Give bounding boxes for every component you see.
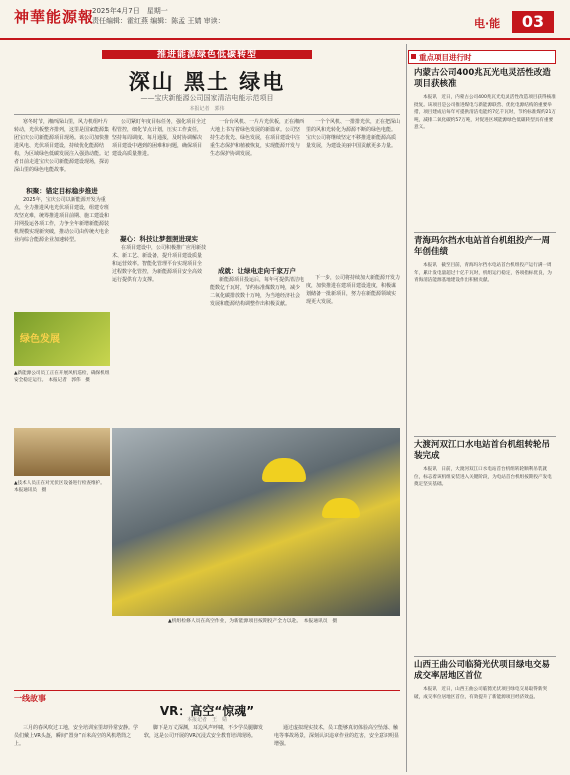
right-text-2: 本报讯 截至目前，青海玛尔挡水电站首台机组投产运行满一周年，累计发电量超过十亿千瓦时，机组运行稳定，各项指标优良，为青海清洁能源基地建设作出积极贡献。 [414, 263, 552, 283]
photo-caption-left: ▲新能源公司员工正在开展风机巡检，确保机组安全稳定运行。 本报记者 郭伟 摄 [14, 371, 110, 383]
right-headline-1: 内蒙古公司400兆瓦光电灵活性改造项目获核准 [414, 68, 551, 89]
page-header [0, 0, 570, 40]
bottom-column-3: 通过虚拟现实技术，员工能够真切体验高空坠落、触电等事故场景，深刻认识违章作业的危害，安全意识明显增强。 [274, 725, 400, 747]
article-column-4b: 下一步，公司将持续加大新能源开发力度，加快推进在建项目建设进度，积极谋划储备一批新项目，努力在新能源领域实现更大发展。 [306, 275, 400, 305]
main-byline: 本报记者 郭伟 [189, 106, 225, 112]
article-column-1b: 2025年，宝庆公司以新能源开发为重点，全力推进风电光伏项目建设，组建专班攻坚克难，统筹推进项目前期、施工建设和并网投运各项工作，力争全年新增新能源装机规模实现新突破，推动公司由传统火电企业向综合能源企业加速转型。 [14, 197, 110, 243]
right-headline-2: 青海玛尔挡水电站首台机组投产一周年创佳绩 [414, 236, 551, 257]
bottom-rule [14, 690, 400, 691]
solar-inspection-photo [14, 428, 110, 476]
divider [414, 656, 556, 657]
section-heading-3: 成就：让绿电走向千家万户 [218, 267, 296, 275]
article-column-1: 寒冬时节，湘西深山里，风力机组叶片转动，光伏板整齐排列，这里是国家能源集团宝庆公司新能源项目现场。该公司加快推进风电、光伏项目建设，持续优化能源结构，为区域绿色低碳发展注入强劲动能。记者日前走进宝庆公司新能源建设现场，探访深山里的绿色电能故事。 [14, 119, 110, 173]
page-number: 03 [512, 11, 554, 33]
right-text-3: 本报讯 日前，大渡河双江口水电站首台机组转轮顺利吊装就位，标志着该机组安装进入关键阶段，为电站首台机组按期投产发电奠定坚实基础。 [414, 467, 552, 487]
main-subhead: ——宝庆新能源公司国家清洁电能示范项目 [140, 94, 274, 102]
right-section-header [408, 50, 556, 64]
workers-maintenance-photo [112, 428, 400, 616]
issue-date: 2025年4月7日 星期一 [92, 7, 168, 15]
divider [414, 232, 556, 233]
article-column-3: 一台台风机、一片片光伏板，正在湘西大地上书写着绿色发展的新篇章。公司坚持生态优先、绿色发展，在项目建设中注重生态保护和植被恢复，实现能源开发与生态保护协调发展。 [210, 119, 304, 157]
bottom-column-2: 脚下是万丈深渊，耳边风声呼啸，不少学员腿脚发软，这是公司开展的VR沉浸式安全教育培训现场。 [144, 725, 264, 739]
right-headline-4: 山西王曲公司临猗光伏项目绿电交易成交率居地区首位 [414, 660, 551, 681]
right-text-4: 本报讯 近日，山西王曲公司临猗光伏项目绿电交易取得新突破，成交率位居地区首位，有效提升了新能源项目经济效益。 [414, 687, 548, 700]
main-headline: 深山 黑土 绿电 [128, 69, 286, 94]
right-text-1: 本报讯 近日，内蒙古公司400兆瓦光电灵活性改造项目获得核准批复。该项目是公司推进煤电与新能源联营、优化电源结构的重要举措，项目建成后每年可提供清洁电能约7亿千瓦时，节约标准煤约21万吨，减排二氧化碳约57万吨，对促进区域能源绿色低碳转型具有重要意义。 [414, 95, 556, 130]
masthead-logo: 神華能源報 [14, 8, 95, 26]
article-column-4: 一个个风机、一排排光伏，正在把深山里的风和光转化为源源不断的绿色电能。宝庆公司将继续坚定不移推进新能源高质量发展，为建设美丽中国贡献更多力量。 [306, 119, 400, 149]
banner-text: 推进能源绿色低碳转型 [156, 50, 257, 60]
photo-caption-small: ▲技术人员正在对光伏区设备进行检查维护。 本报通讯员 摄 [14, 481, 108, 493]
bottom-byline: 本报记者 王 婧 [186, 717, 227, 723]
date-block [92, 6, 225, 26]
right-headline-3: 大渡河双江口水电站首台机组转轮吊装完成 [414, 440, 551, 461]
divider [414, 436, 556, 437]
square-bullet-icon [411, 54, 416, 59]
editor-line: 责任编辑：霍红燕 编辑：陈孟 王婧 审读： [92, 17, 225, 25]
article-column-2b: 在项目建设中，公司积极推广应用新技术、新工艺、新设备，提升项目建设质量和运营效率。智能化管理平台实现项目全过程数字化管控，为新能源项目安全高效运行提供有力支撑。 [112, 245, 206, 283]
story-label: 一线故事 [14, 694, 46, 703]
column-divider [406, 44, 407, 772]
article-column-2: 公司紧盯年度目标任务，强化项目全过程管控，细化节点计划，压实工作责任，坚持每周调度、每月通报，及时协调解决项目建设中遇到的困难和问题，确保项目建设高质量推进。 [112, 119, 206, 157]
photo-tag: 绿色发展 [20, 334, 60, 345]
topic-banner [14, 44, 400, 64]
section-name: 电·能 [474, 17, 501, 30]
hard-hat-shape [262, 458, 306, 482]
right-section-title: 重点项目进行时 [419, 53, 472, 62]
bottom-column-1: 三月的春风吹过工地，安全培训室里却异常安静。学员们戴上VR头盔，瞬间“置身”百米高空的风机塔筒之上。 [14, 725, 138, 747]
section-heading-2: 凝心：科技让梦想照进现实 [120, 235, 198, 243]
bottom-headline: VR：高空“惊魂” [159, 704, 255, 718]
divider [14, 114, 400, 115]
hard-hat-shape [322, 498, 360, 518]
article-column-3b: 新能源项目投运后，每年可提供清洁电能数亿千瓦时，节约标准煤数万吨，减少二氧化碳排放数十万吨，为当地经济社会发展和能源结构调整作出积极贡献。 [210, 277, 304, 307]
green-development-photo [14, 312, 110, 366]
photo-caption-main: ▲机组检修人员在高空作业，为新能源项目按期投产全力以赴。 本报通讯员 摄 [168, 619, 338, 624]
section-heading-1: 积聚：锚定目标稳步推进 [26, 187, 98, 195]
